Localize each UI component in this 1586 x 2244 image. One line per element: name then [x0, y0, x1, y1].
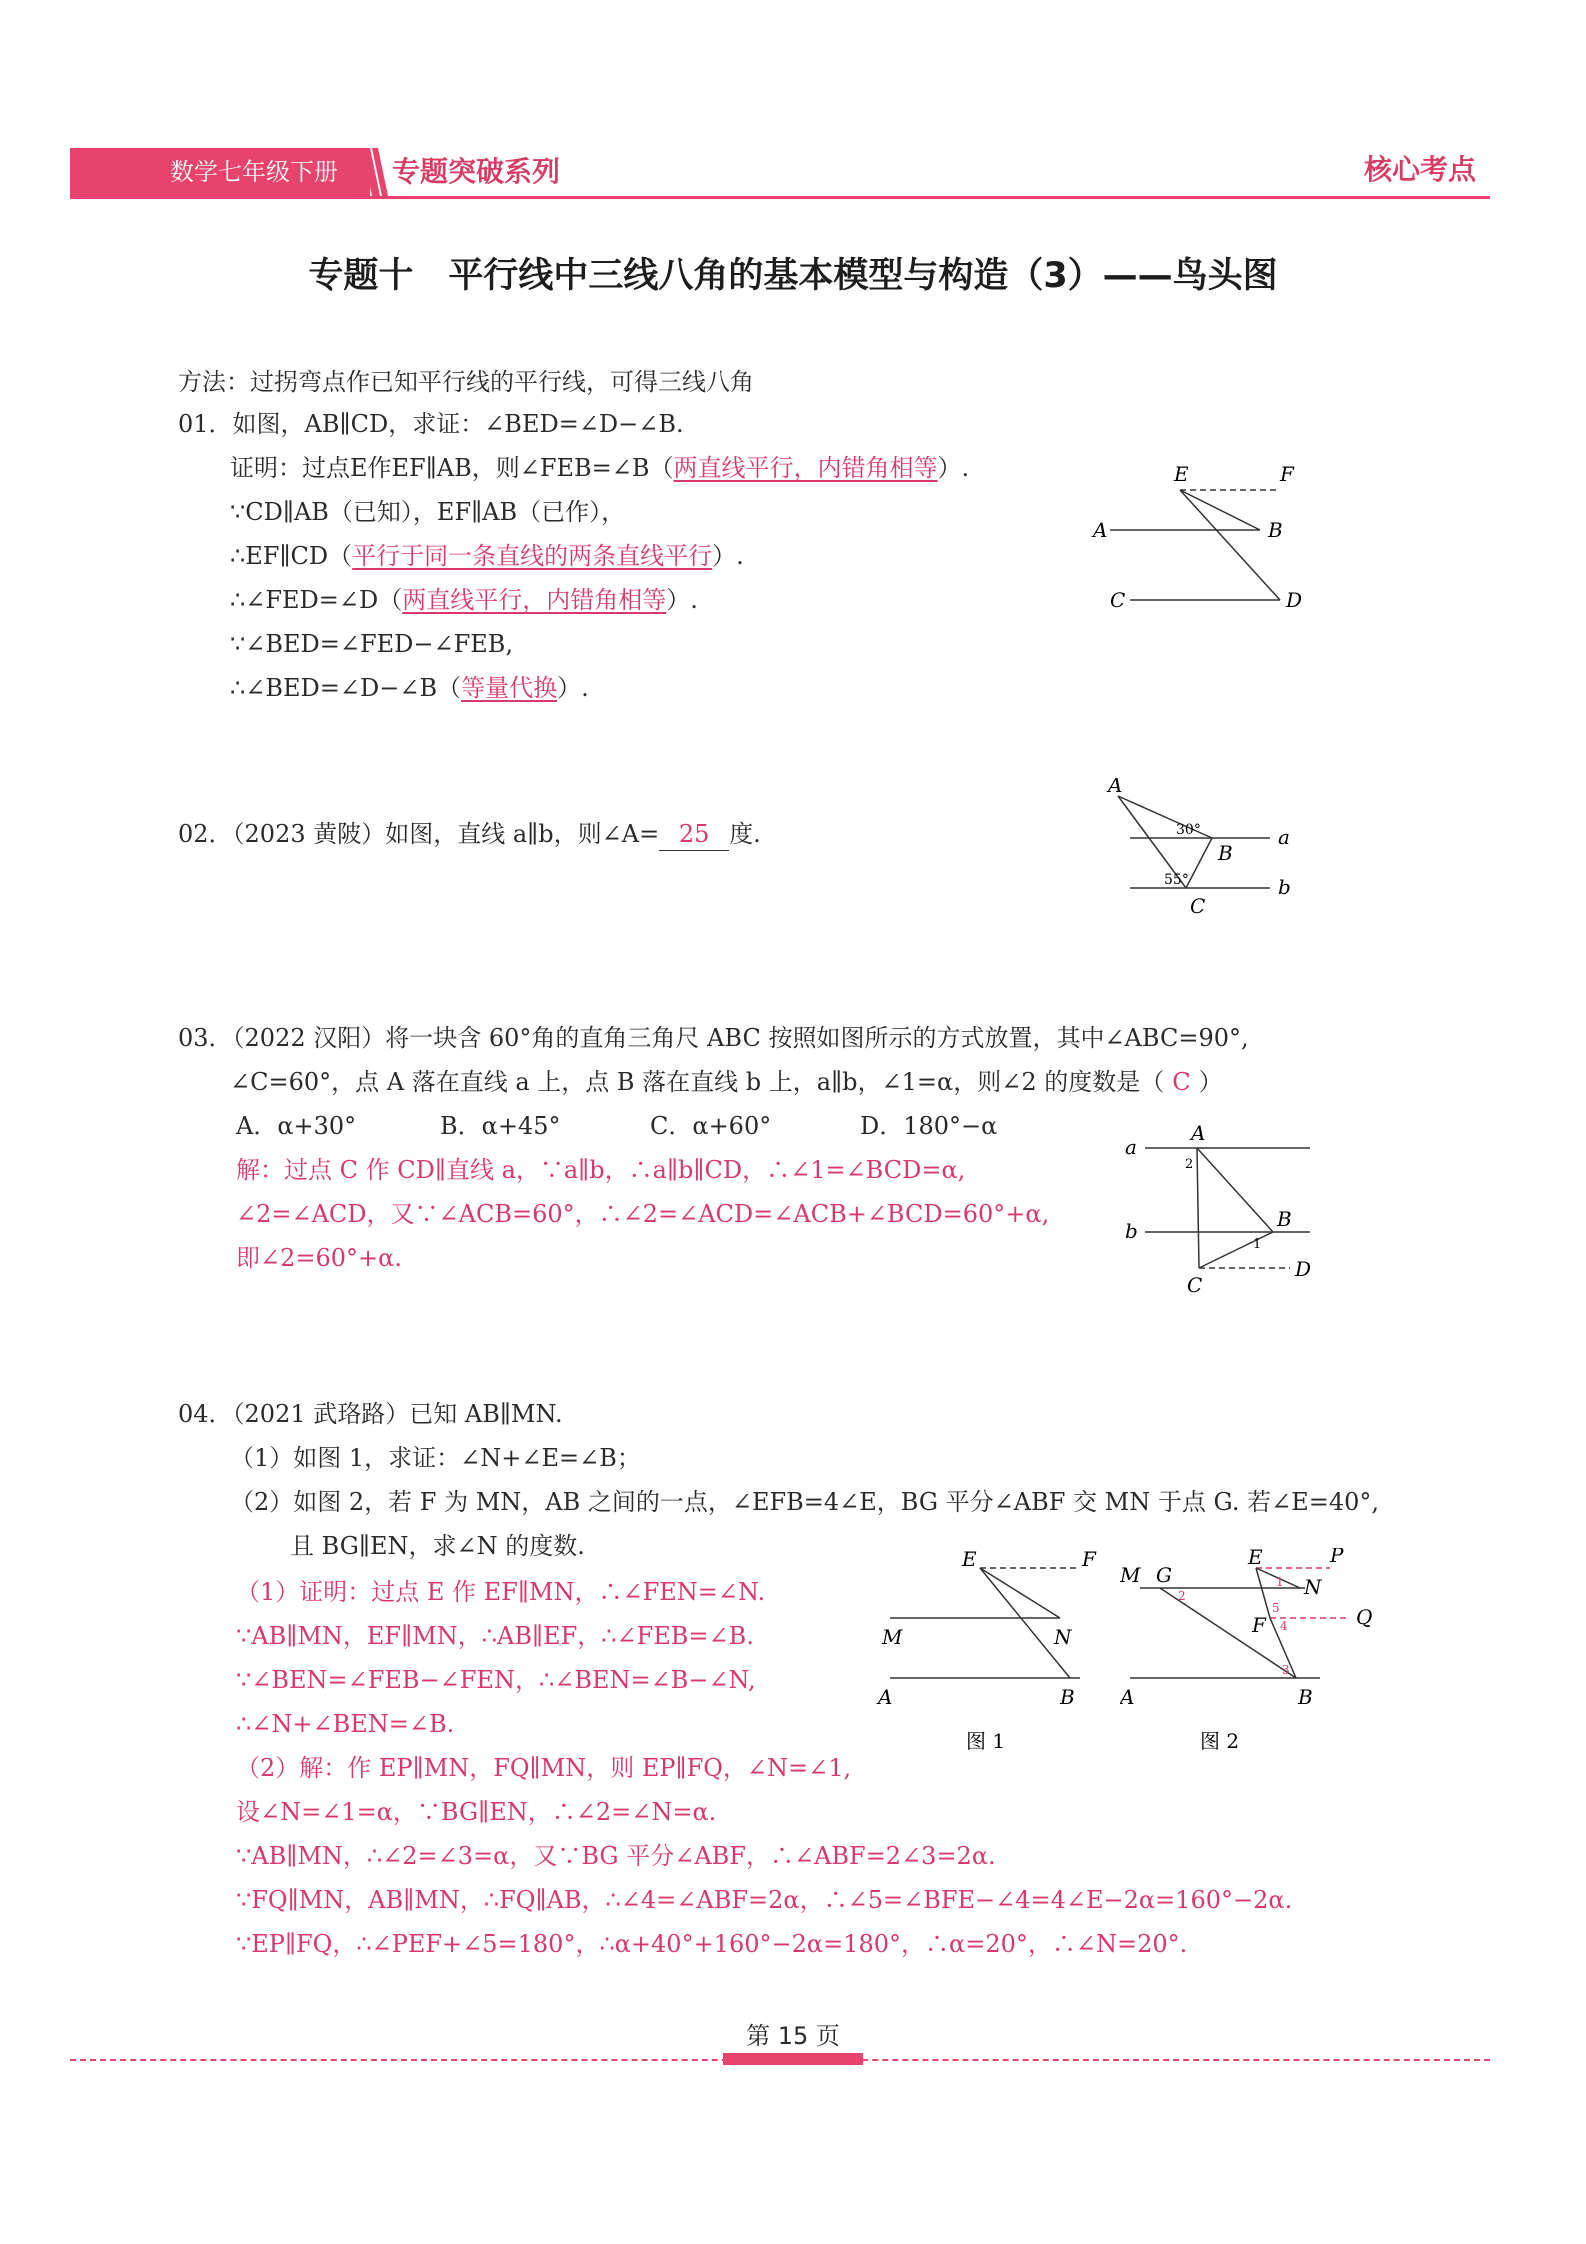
- q4-f1-caption: 图 1: [966, 1729, 1006, 1753]
- q4-f2-label-N: N: [1304, 1575, 1322, 1599]
- q1-proof-line6: ∴∠BED=∠D−∠B（等量代换）.: [230, 674, 589, 702]
- page-title: 专题十 平行线中三线八角的基本模型与构造（3）——鸟头图: [308, 256, 1278, 296]
- q4-f2-label-A: A: [1120, 1685, 1135, 1709]
- q4-f2-label-F: F: [1252, 1613, 1266, 1637]
- header-grade-band: [70, 148, 370, 196]
- q3-label-C: C: [1187, 1273, 1203, 1295]
- q3-stem-line1: 03．（2022 汉阳）将一块含 60°角的直角三角尺 ABC 按照如图所示的方式放置，其中∠ABC=90°,: [178, 1024, 1249, 1052]
- q3-angle-2: 2: [1185, 1157, 1194, 1172]
- q1-answer3: 两直线平行，内错角相等: [402, 586, 667, 614]
- q4-stem: 04．（2021 武珞路）已知 AB∥MN.: [178, 1400, 563, 1428]
- q1-label-A: A: [1093, 518, 1108, 542]
- q2-angle-55: 55°: [1164, 872, 1189, 888]
- q2-answer: 25: [659, 818, 729, 851]
- q4-solution-line4: ∴∠N+∠BEN=∠B.: [236, 1710, 455, 1738]
- header-rule: [70, 196, 1490, 199]
- q1-figure: [1090, 455, 1310, 615]
- q4-f2-angle-4: 4: [1280, 1619, 1288, 1633]
- q4-f2-label-M: M: [1120, 1563, 1141, 1587]
- q2-stem: 02．（2023 黄陂）如图，直线 a∥b，则∠A= 25 度.: [178, 812, 761, 856]
- q3-label-D: D: [1295, 1257, 1312, 1281]
- q2-label-A: A: [1108, 778, 1123, 797]
- q2-label-C: C: [1190, 894, 1206, 918]
- q3-label-b: b: [1125, 1219, 1138, 1243]
- header-slash-icon: [362, 148, 390, 196]
- q4-solution-line5: （2）解：作 EP∥MN，FQ∥MN，则 EP∥FQ，∠N=∠1,: [236, 1754, 852, 1782]
- q4-f2-label-Q: Q: [1356, 1605, 1373, 1629]
- q4-part2-cont: 且 BG∥EN，求∠N 的度数.: [290, 1532, 585, 1560]
- q3-figure: [1125, 1120, 1325, 1295]
- q4-figure1: [870, 1548, 1100, 1758]
- q3-solution-line2: ∠2=∠ACD，又∵∠ACB=60°，∴∠2=∠ACD=∠ACB+∠BCD=60°+α,: [236, 1200, 1050, 1228]
- q2-label-b: b: [1278, 875, 1291, 899]
- q4-f2-angle-1: 1: [1276, 1575, 1284, 1589]
- footer-accent: [723, 2053, 863, 2065]
- q4-solution-line1: （1）证明：过点 E 作 EF∥MN，∴∠FEN=∠N.: [236, 1578, 766, 1606]
- q1-answer1: 两直线平行，内错角相等: [673, 454, 938, 482]
- q1-proof-line2: ∵CD∥AB（已知），EF∥AB（已作），: [230, 498, 626, 526]
- q1-label-D: D: [1286, 588, 1303, 612]
- q2-angle-30: 30°: [1176, 822, 1201, 838]
- q3-angle-1: 1: [1253, 1237, 1262, 1252]
- q4-f1-label-E: E: [962, 1548, 977, 1571]
- q4-f2-caption: 图 2: [1200, 1729, 1240, 1753]
- q4-f2-angle-2: 2: [1178, 1589, 1186, 1603]
- q4-solution-line8: ∵FQ∥MN，AB∥MN，∴FQ∥AB，∴∠4=∠ABF=2α，∴∠5=∠BFE−∠4=4∠E−2α=160°−2α.: [236, 1886, 1293, 1914]
- q4-solution-line3: ∵∠BEN=∠FEB−∠FEN，∴∠BEN=∠B−∠N,: [236, 1666, 756, 1694]
- q4-f1-label-A: A: [878, 1685, 893, 1709]
- q4-solution-line2: ∵AB∥MN，EF∥MN，∴AB∥EF，∴∠FEB=∠B.: [236, 1622, 754, 1650]
- q3-option-b: B．α+45°: [440, 1112, 561, 1140]
- q3-solution-line1: 解：过点 C 作 CD∥直线 a，∵a∥b，∴a∥b∥CD，∴∠1=∠BCD=α,: [236, 1156, 966, 1184]
- q2-figure: [1090, 778, 1310, 918]
- q1-proof-line5: ∵∠BED=∠FED−∠FEB,: [230, 630, 514, 658]
- q3-solution-line3: 即∠2=60°+α.: [236, 1244, 402, 1272]
- q3-label-B: B: [1277, 1207, 1292, 1231]
- q3-option-d: D．180°−α: [860, 1112, 998, 1140]
- q4-f2-label-E: E: [1248, 1548, 1263, 1569]
- q1-label-F: F: [1280, 462, 1294, 486]
- q1-label-C: C: [1110, 588, 1126, 612]
- q1-stem: 01．如图，AB∥CD，求证：∠BED=∠D−∠B.: [178, 410, 684, 438]
- q3-label-A: A: [1191, 1121, 1206, 1145]
- q4-solution-line9: ∵EP∥FQ，∴∠PEF+∠5=180°，∴α+40°+160°−2α=180°，∴α=20°，∴∠N=20°.: [236, 1930, 1188, 1958]
- q2-label-B: B: [1218, 841, 1233, 865]
- q1-answer4: 等量代换: [461, 674, 558, 702]
- q3-option-a: A．α+30°: [236, 1112, 357, 1140]
- q1-label-E: E: [1174, 462, 1189, 486]
- q4-f1-label-F: F: [1082, 1548, 1096, 1571]
- q1-proof-line4: ∴∠FED=∠D（两直线平行，内错角相等）.: [230, 586, 698, 614]
- q1-proof-line1: 证明：过点E作EF∥AB，则∠FEB=∠B（两直线平行，内错角相等）.: [230, 454, 970, 482]
- q4-solution-line6: 设∠N=∠1=α，∵BG∥EN，∴∠2=∠N=α.: [236, 1798, 717, 1826]
- q4-f1-label-M: M: [882, 1625, 903, 1649]
- q4-f1-label-B: B: [1060, 1685, 1075, 1709]
- page-number: 第 15 页: [746, 2022, 840, 2050]
- q4-f2-angle-5: 5: [1272, 1601, 1280, 1615]
- q4-figure2: [1120, 1548, 1400, 1758]
- q4-part2: （2）如图 2，若 F 为 MN，AB 之间的一点，∠EFB=4∠E，BG 平分∠ABF 交 MN 于点 G. 若∠E=40°,: [230, 1488, 1379, 1516]
- q4-f2-label-P: P: [1330, 1548, 1344, 1567]
- q1-label-B: B: [1268, 518, 1283, 542]
- method-line: 方法：过拐弯点作已知平行线的平行线，可得三线八角: [178, 368, 754, 396]
- q4-f2-label-G: G: [1156, 1563, 1172, 1587]
- q4-part1: （1）如图 1，求证：∠N+∠E=∠B；: [230, 1444, 641, 1472]
- q2-label-a: a: [1278, 825, 1290, 849]
- q3-option-c: C．α+60°: [650, 1112, 772, 1140]
- q4-f2-angle-3: 3: [1282, 1663, 1290, 1677]
- q1-answer2: 平行于同一条直线的两条直线平行: [352, 542, 713, 570]
- header-grade: 数学七年级下册: [170, 158, 338, 186]
- q3-stem-line2: ∠C=60°，点 A 落在直线 a 上，点 B 落在直线 b 上，a∥b，∠1=α，则∠2 的度数是（ C ）: [230, 1068, 1223, 1096]
- q4-solution-line7: ∵AB∥MN，∴∠2=∠3=α，又∵BG 平分∠ABF，∴∠ABF=2∠3=2α.: [236, 1842, 996, 1870]
- q3-label-a: a: [1125, 1135, 1137, 1159]
- q3-answer: C: [1172, 1068, 1191, 1096]
- q4-f2-label-B: B: [1298, 1685, 1313, 1709]
- header-section: 核心考点: [1363, 153, 1476, 186]
- q1-proof-line3: ∴EF∥CD（平行于同一条直线的两条直线平行）.: [230, 542, 744, 570]
- header-series: 专题突破系列: [392, 155, 561, 188]
- q4-f1-label-N: N: [1054, 1625, 1072, 1649]
